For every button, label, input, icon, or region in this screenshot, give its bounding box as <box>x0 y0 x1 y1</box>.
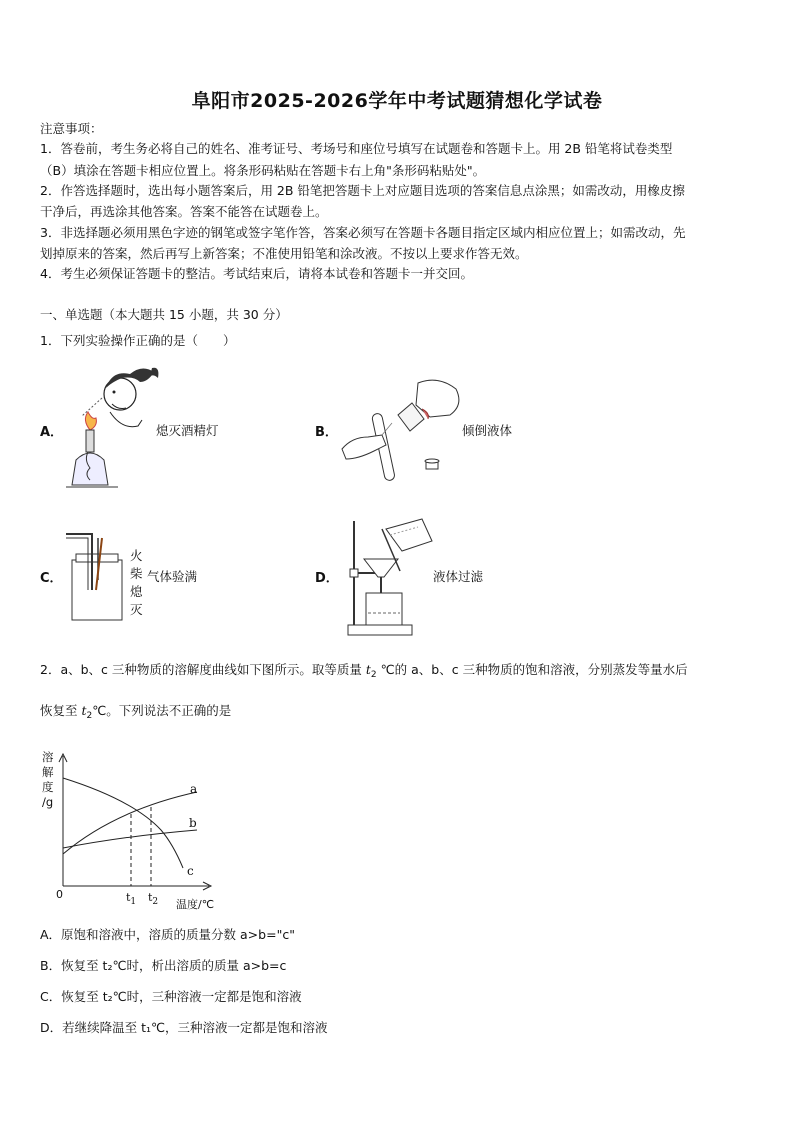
graph-t2-symbol: t <box>148 891 153 904</box>
match-out-label <box>130 547 143 619</box>
notice-line-2: （B）填涂在答题卡相应位置上。将条形码粘贴在答题卡右上角"条形码粘贴处"。 <box>40 163 486 178</box>
q1-option-c-caption: 气体验满 <box>147 569 198 584</box>
graph-ylabel-char-4: /g <box>42 795 54 809</box>
notice-line-6: 划掉原来的答案，然后再写上新答案；不准使用铅笔和涂改液。不按以上要求作答无效。 <box>40 246 528 261</box>
q1-option-d-caption: 液体过滤 <box>433 569 484 584</box>
match-out-char-2: 柴 <box>130 566 143 581</box>
q2-stem2-part-2: ℃。下列说法不正确的是 <box>92 703 232 718</box>
notice-line-1: 1．答卷前，考生务必将自己的姓名、准考证号、考场号和座位号填写在试题卷和答题卡上。用 2B 铅笔将试卷类型 <box>40 141 673 156</box>
q2-t2-subscript: 2 <box>370 670 377 680</box>
curve-c <box>63 778 183 868</box>
q1-option-d-letter: D． <box>315 571 339 586</box>
q2-stem-line-1 <box>40 660 688 685</box>
graph-t2-label <box>148 891 158 907</box>
notice-line-4: 干净后，再选涂其他答案。答案不能答在试题卷上。 <box>40 204 328 219</box>
q2-t2-symbol-2: t <box>81 703 87 718</box>
q2-option-d: D．若继续降温至 t₁℃，三种溶液一定都是饱和溶液 <box>40 1020 328 1035</box>
q1-option-c-letter: C． <box>40 571 63 586</box>
graph-t1-label <box>126 891 136 907</box>
filtration-image <box>342 515 442 640</box>
notice-line-7: 4．考生必须保证答题卡的整洁。考试结束后，请将本试卷和答题卡一并交回。 <box>40 266 473 281</box>
section-heading: 一、单选题（本大题共 15 小题，共 30 分） <box>40 307 288 322</box>
q2-stem-part-2: ℃的 a、b、c 三种物质的饱和溶液，分别蒸发等量水后 <box>380 662 688 677</box>
q2-t2-symbol: t <box>365 662 371 677</box>
q1-stem: 1．下列实验操作正确的是（ ） <box>40 333 236 348</box>
q2-option-b: B．恢复至 t₂℃时，析出溶质的质量 a>b=c <box>40 958 287 973</box>
q2-option-a: A．原饱和溶液中，溶质的质量分数 a>b="c" <box>40 927 295 942</box>
q2-option-c: C．恢复至 t₂℃时，三种溶液一定都是饱和溶液 <box>40 989 302 1004</box>
notice-heading: 注意事项： <box>40 121 103 136</box>
notice-line-5: 3．非选择题必须用黑色字迹的钢笔或签字笔作答，答案必须写在答题卡各题目指定区域内相应位置上；如需改动，先 <box>40 225 686 240</box>
extinguish-lamp-image <box>62 360 162 500</box>
graph-ylabel-char-2: 解 <box>42 765 54 779</box>
curve-b-label: b <box>189 816 197 830</box>
q1-option-a-caption: 熄灭酒精灯 <box>156 423 219 438</box>
graph-t2-subscript: 2 <box>152 897 159 907</box>
notice-line-3: 2．作答选择题时，选出每小题答案后，用 2B 铅笔把答题卡上对应题目选项的答案信息点涂黑；如需改动，用橡皮擦 <box>40 183 685 198</box>
curve-a-label: a <box>190 782 198 796</box>
q1-option-a-letter: A． <box>40 425 64 440</box>
graph-t1-subscript: 1 <box>130 897 137 907</box>
match-out-char-1: 火 <box>130 548 143 563</box>
gas-collect-test-image <box>62 530 132 622</box>
q2-stem-part-1: 2．a、b、c 三种物质的溶解度曲线如下图所示。取等质量 <box>40 662 362 677</box>
graph-ylabel-char-1: 溶 <box>42 750 54 764</box>
graph-ylabel-char-3: 度 <box>42 780 54 794</box>
graph-t1-symbol: t <box>126 891 131 904</box>
q2-t2-subscript-2: 2 <box>86 711 93 721</box>
graph-origin-label: 0 <box>56 888 63 901</box>
graph-ylabel <box>42 750 54 810</box>
q1-option-b-caption: 倾倒液体 <box>462 423 513 438</box>
q2-stem-line-2 <box>40 701 231 726</box>
q1-option-b-letter: B． <box>315 425 338 440</box>
match-out-char-3: 熄 <box>130 584 143 599</box>
match-out-char-4: 灭 <box>130 602 143 617</box>
page-title: 阜阳市2025-2026学年中考试题猜想化学试卷 <box>191 90 603 112</box>
pour-liquid-image <box>338 375 463 485</box>
graph-xlabel: 温度/℃ <box>176 898 215 911</box>
q2-stem2-part-1: 恢复至 <box>40 703 78 718</box>
curve-c-label: c <box>187 864 194 878</box>
